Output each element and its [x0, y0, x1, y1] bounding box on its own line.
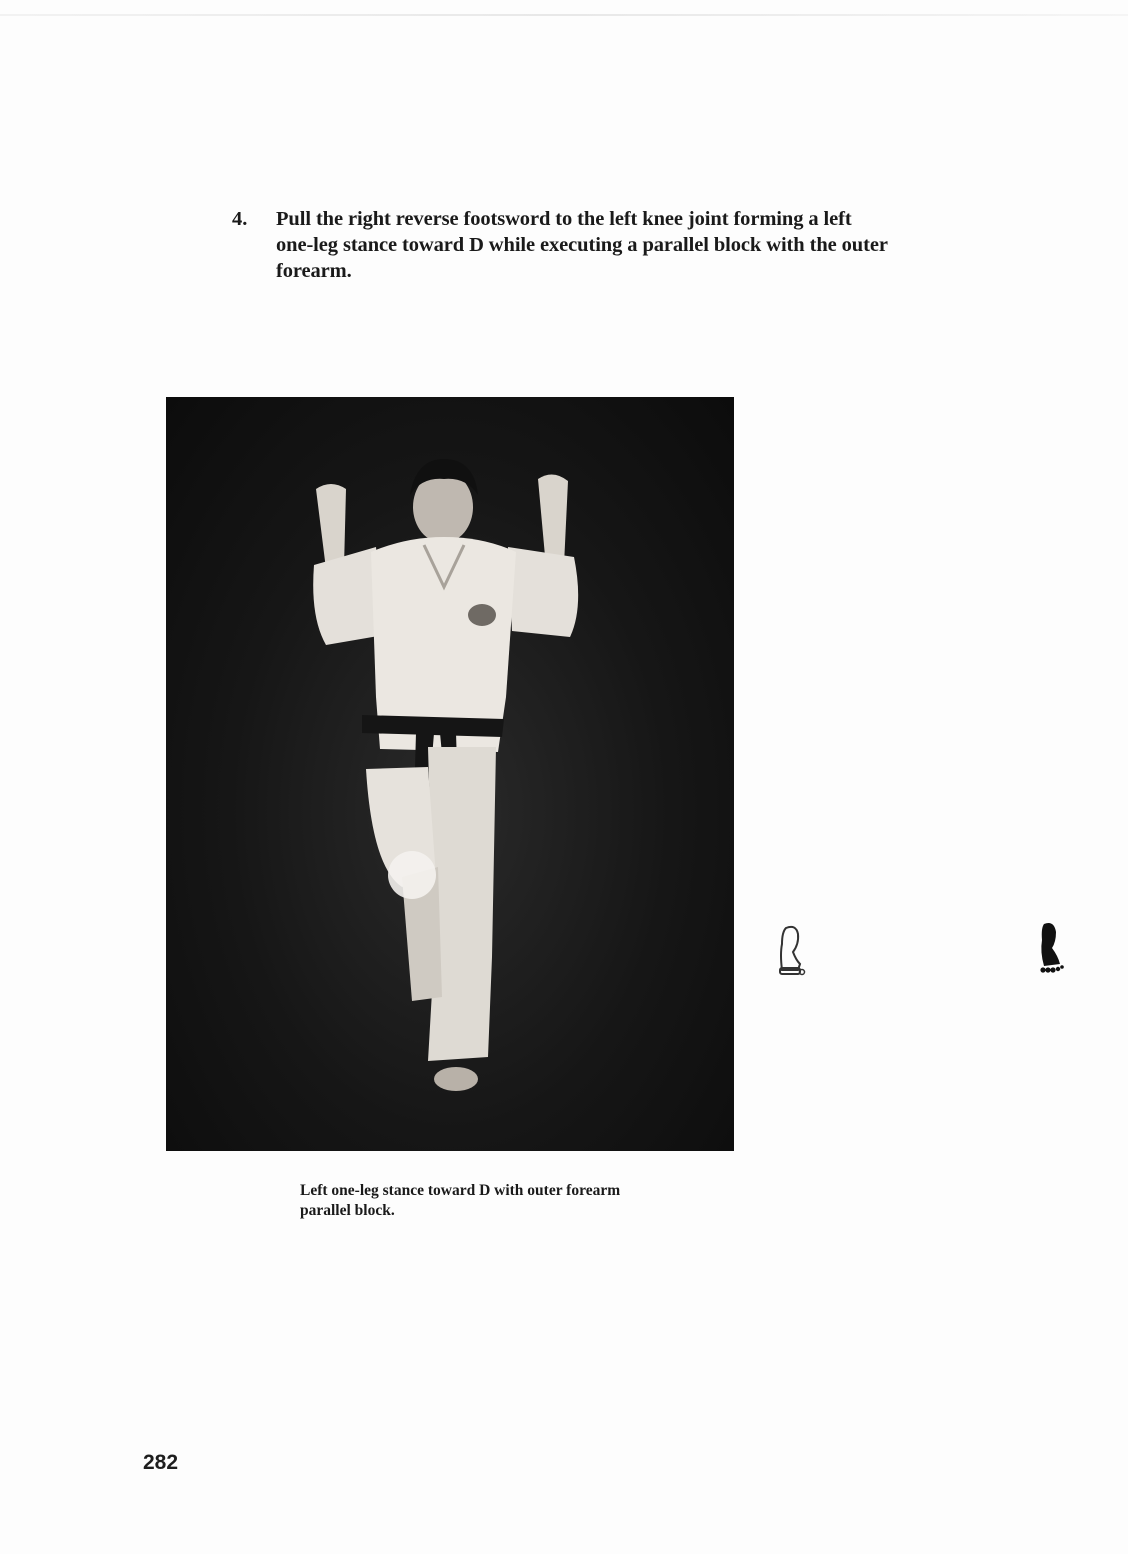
foot-outline-icon: [776, 924, 806, 980]
martial-artist-figure: [166, 397, 734, 1151]
figure-caption: Left one-leg stance toward D with outer forearm parallel block.: [300, 1182, 621, 1219]
foot-solid-icon: [1036, 918, 1066, 976]
page-top-edge: [0, 14, 1128, 16]
step-text: Pull the right reverse footsword to the left knee joint forming a left one-leg stance toward D while executing a parallel block with the outer forearm.: [276, 208, 888, 282]
page-number: 282: [143, 1451, 179, 1474]
instruction-step: [232, 206, 892, 284]
technique-photo: [166, 397, 734, 1151]
step-number: 4.: [232, 208, 248, 230]
